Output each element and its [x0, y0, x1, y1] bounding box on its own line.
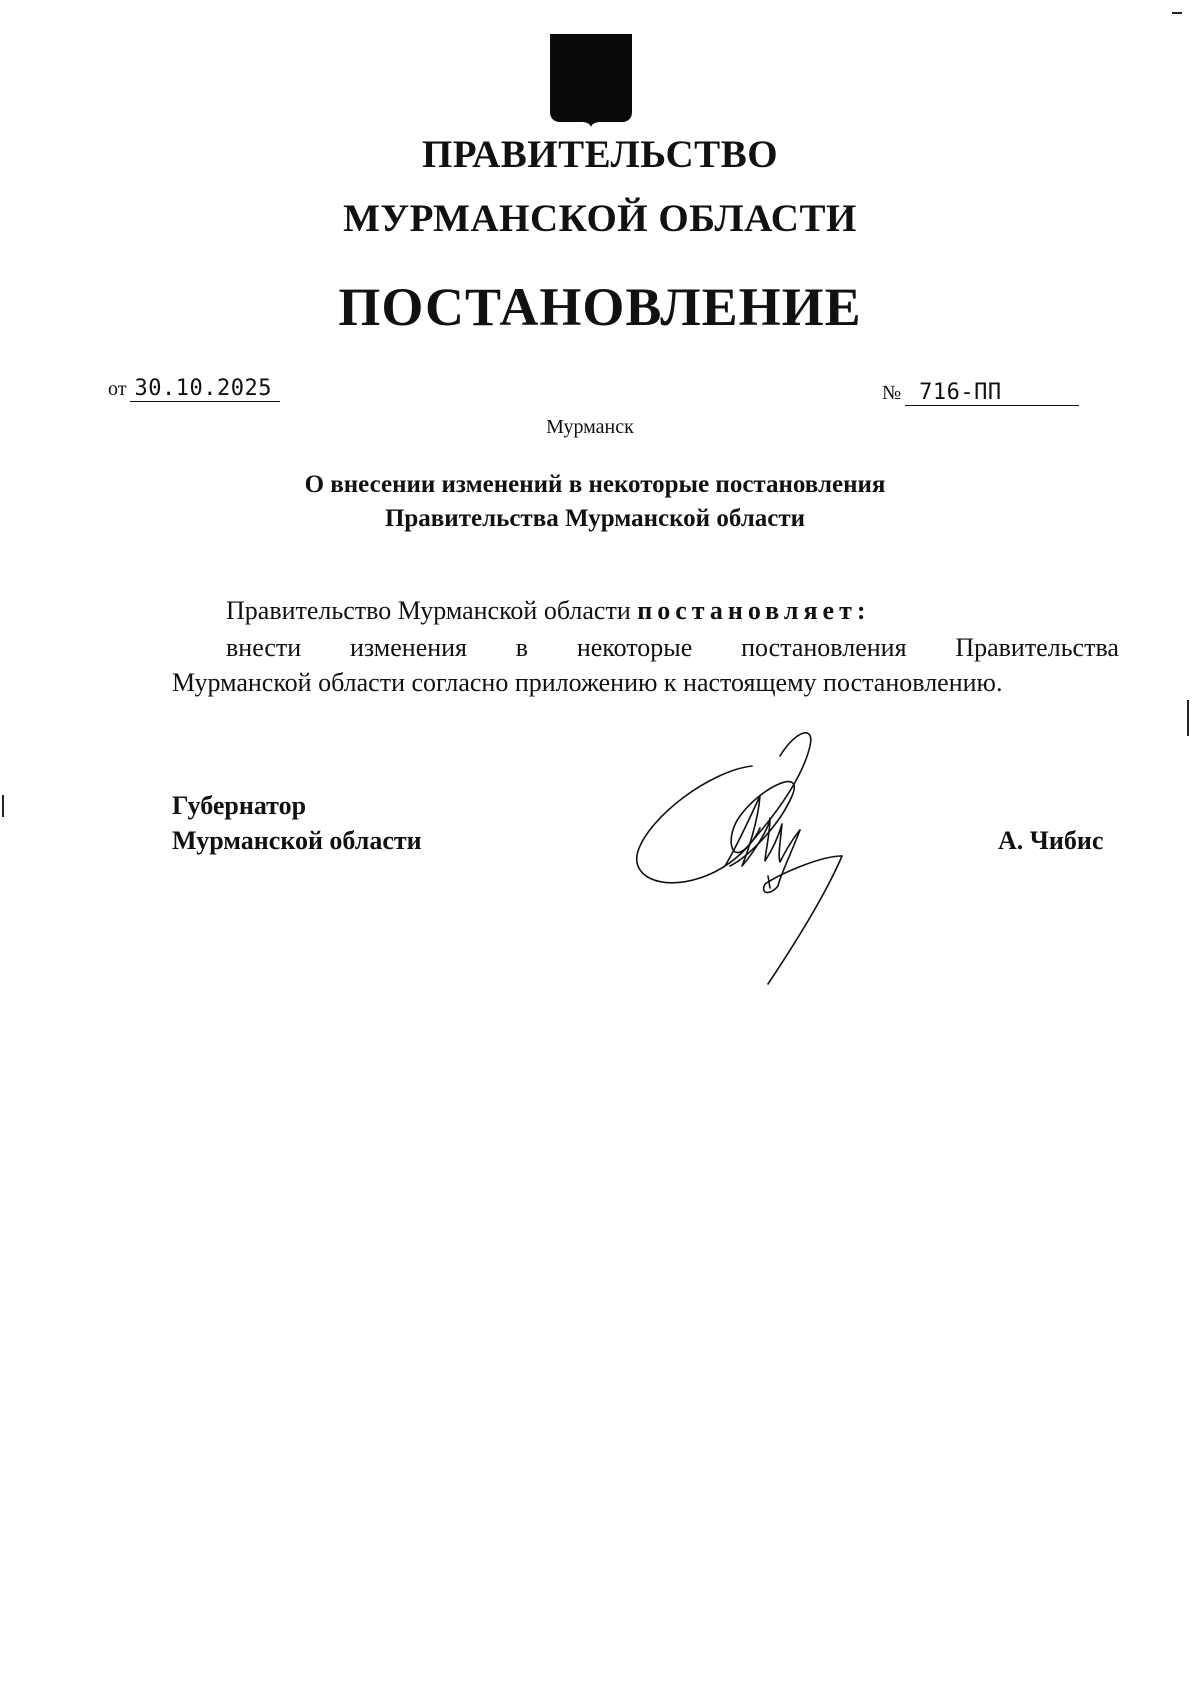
document-type: ПОСТАНОВЛЕНИЕ [338, 277, 862, 337]
resolution-body [172, 630, 1119, 700]
body-word: изменения [349, 633, 468, 662]
coat-of-arms-icon [550, 34, 632, 128]
signatory-position-line1: Губернатор [172, 791, 307, 820]
document-date [108, 376, 280, 402]
resolution-intro [226, 596, 871, 626]
signatory-name: А. Чибис [998, 826, 1104, 855]
body-word: в [515, 633, 529, 662]
body-word: некоторые [576, 633, 693, 662]
document-title [0, 468, 1190, 536]
scan-margin-mark [1172, 12, 1182, 14]
resolution-body-line1 [172, 630, 1119, 665]
signatory-position [172, 788, 422, 858]
number-prefix: № [882, 382, 902, 404]
scan-margin-mark [2, 795, 4, 817]
resolution-verb: постановляет: [637, 596, 871, 625]
body-word: Правительства [955, 633, 1119, 662]
organization-name-line1: ПРАВИТЕЛЬСТВО [421, 133, 779, 176]
signatory-position-line2: Мурманской области [172, 826, 422, 855]
number-value: 716-ПП [905, 380, 1079, 406]
scan-margin-mark [1187, 700, 1189, 736]
title-line2: Правительства Мурманской области [384, 505, 806, 532]
body-word: внести [226, 633, 302, 662]
issue-city: Мурманск [546, 416, 634, 438]
document-number [882, 380, 1079, 406]
date-value: 30.10.2025 [130, 376, 279, 402]
handwritten-signature-icon [630, 726, 920, 986]
body-word: постановления [741, 633, 907, 662]
organization-name-line2: МУРМАНСКОЙ ОБЛАСТИ [343, 197, 857, 240]
title-line1: О внесении изменений в некоторые постановления [304, 471, 886, 498]
resolution-intro-text: Правительство Мурманской области [226, 596, 638, 625]
resolution-body-line2: Мурманской области согласно приложению к настоящему постановлению. [172, 668, 1003, 697]
date-prefix: от [108, 378, 127, 400]
